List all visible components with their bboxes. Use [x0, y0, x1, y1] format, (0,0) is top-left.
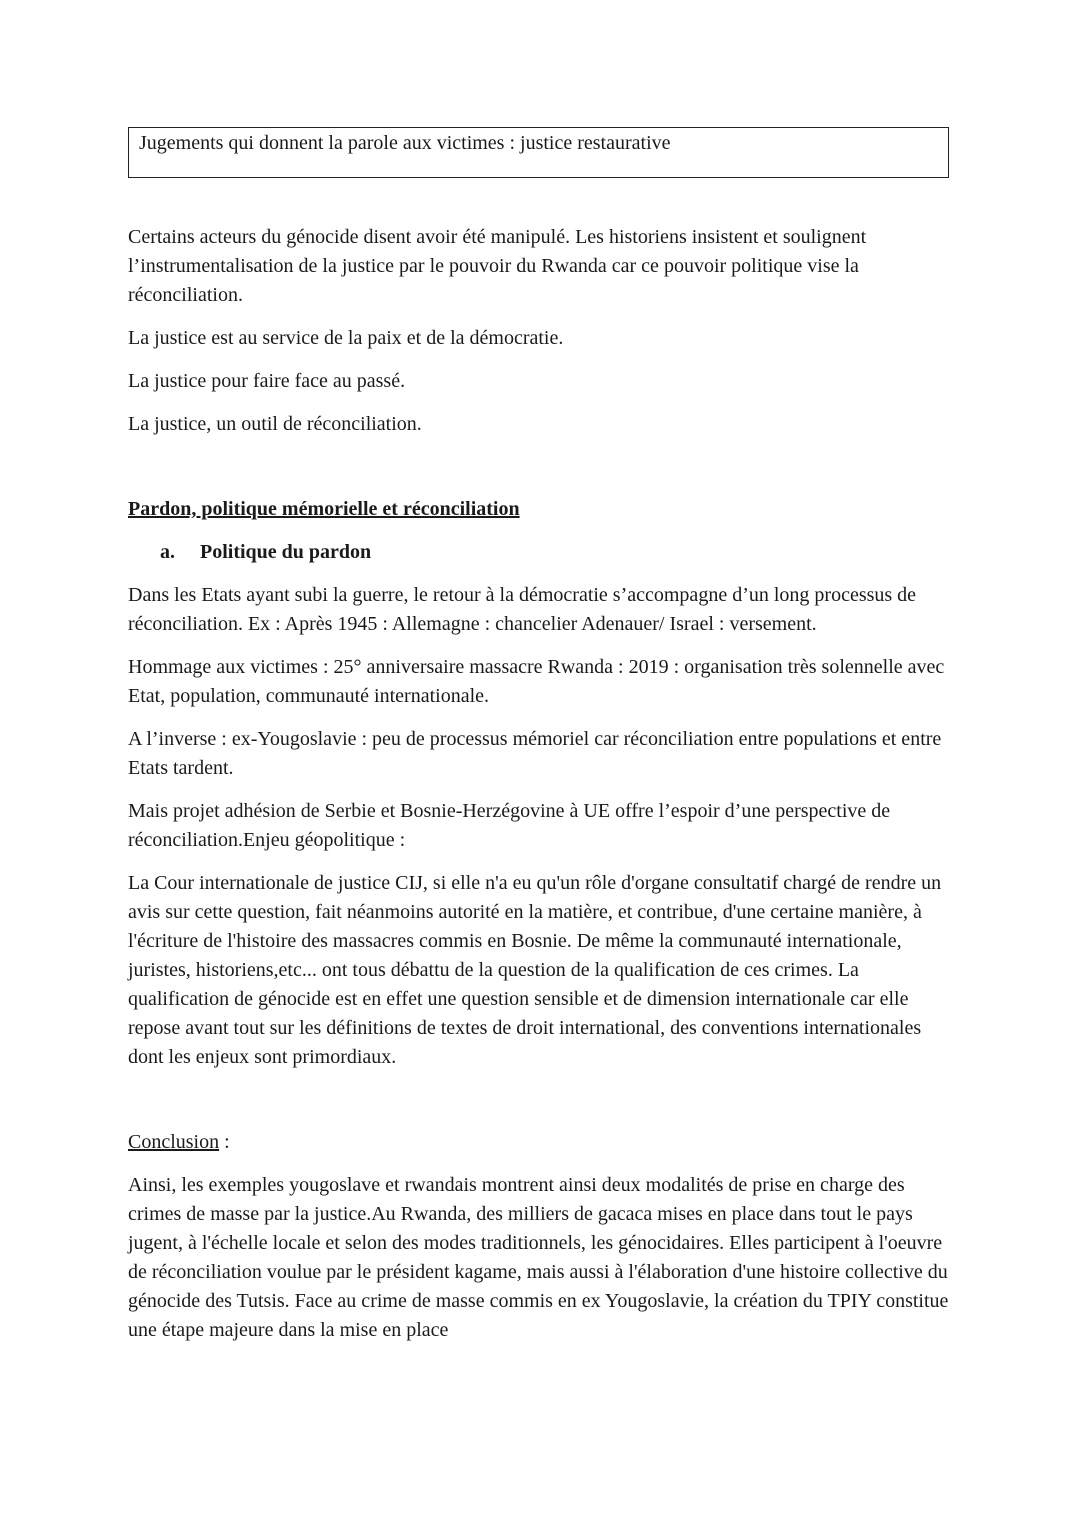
subsection-marker: a.	[160, 541, 175, 563]
paragraph-democracy-process: Dans les Etats ayant subi la guerre, le retour à la démocratie s’accompagne d’un long processus de réconciliation. Ex : Après 1945 : Allemagne : chancelier Adenauer/ Israel : versement.	[128, 584, 917, 635]
conclusion-label: Conclusion	[128, 1131, 220, 1153]
paragraph-justice-peace: La justice est au service de la paix et de la démocratie.	[128, 327, 564, 349]
paragraph-conclusion: Ainsi, les exemples yougoslave et rwandais montrent ainsi deux modalités de prise en charge des crimes de masse par la justice.Au Rwanda, des milliers de gacaca mises en place dans tout le pays jugent, à l'échelle locale et selon des modes traditionnels, les génocidaires. Elles participent à l'oeuvre de réconciliation voulue par le président kagame, mais aussi à l'élaboration d'une histoire collective du génocide des Tutsis. Face au crime de masse commis en ex Yougoslavie, la création du TPIY constitue une étape majeure dans la mise en place	[128, 1174, 949, 1341]
paragraph-justice-tool: La justice, un outil de réconciliation.	[128, 413, 422, 435]
paragraph-homage: Hommage aux victimes : 25° anniversaire massacre Rwanda : 2019 : organisation très solennelle avec Etat, population, communauté internationale.	[128, 656, 945, 707]
paragraph-manipulation: Certains acteurs du génocide disent avoir été manipulé. Les historiens insistent et soulignent l’instrumentalisation de la justice par le pouvoir du Rwanda car ce pouvoir politique vise la réconciliation.	[128, 226, 867, 306]
paragraph-yugoslavia: A l’inverse : ex-Yougoslavie : peu de processus mémoriel car réconciliation entre populations et entre Etats tardent.	[128, 728, 942, 779]
paragraph-cij: La Cour internationale de justice CIJ, si elle n'a eu qu'un rôle d'organe consultatif chargé de rendre un avis sur cette question, fait néanmoins autorité en la matière, et contribue, d'une certaine manière, à l'écriture de l'histoire des massacres commis en Bosnie. De même la communauté internationale, juristes, historiens,etc... ont tous débattu de la question de la qualification de ces crimes. La qualification de génocide est en effet une question sensible et de dimension internationale car elle repose avant tout sur les définitions de textes de droit international, des conventions internationales dont les enjeux sont primordiaux.	[128, 872, 942, 1068]
paragraph-justice-past: La justice pour faire face au passé.	[128, 370, 406, 392]
document-body	[128, 223, 954, 1359]
conclusion-colon: :	[219, 1131, 230, 1153]
subsection-heading	[128, 538, 954, 567]
section-heading: Pardon, politique mémorielle et réconciliation	[128, 498, 520, 520]
subsection-title: Politique du pardon	[200, 541, 372, 563]
paragraph-eu-accession: Mais projet adhésion de Serbie et Bosnie-Herzégovine à UE offre l’espoir d’une perspective de réconciliation.Enjeu géopolitique :	[128, 800, 891, 851]
spacer	[128, 453, 954, 495]
spacer	[128, 1086, 954, 1128]
conclusion-heading	[128, 1128, 954, 1157]
boxed-note: Jugements qui donnent la parole aux victimes : justice restaurative	[128, 127, 949, 178]
